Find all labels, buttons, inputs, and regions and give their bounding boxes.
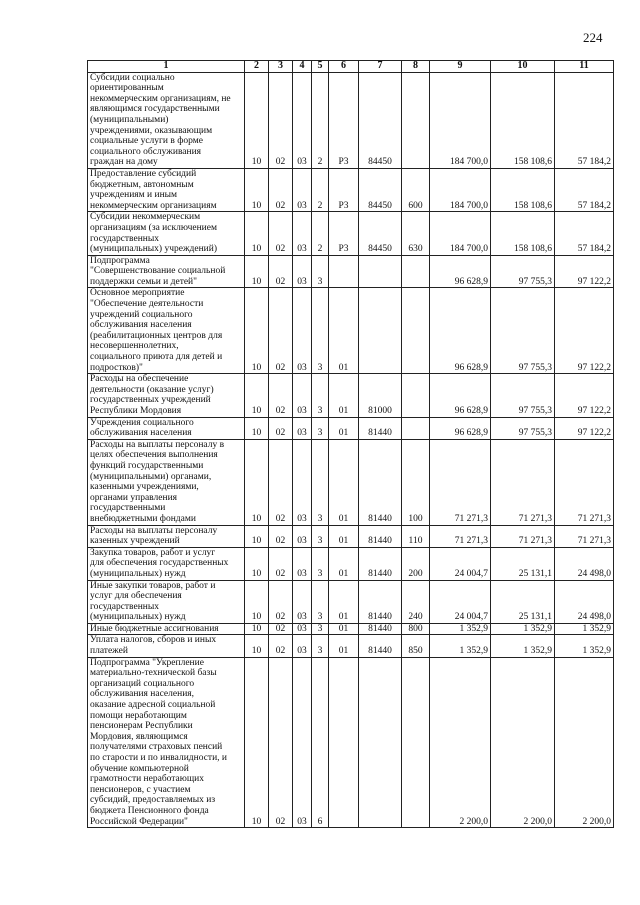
direction-code: 81440	[359, 439, 402, 525]
chapter-code: 10	[245, 288, 269, 374]
section-code: 02	[269, 657, 293, 828]
subsection-code: 03	[293, 547, 312, 580]
row-name: Подпрограмма "Укрепление материально-технической базы организаций социального обслуживания населения, оказание адресной социальной помощи неработающим пенсионерам Республики Мордовия, являющимся получателями страховых пенсий по старости и по инвалидности, и обучение компьютерной грамотности неработающих пенсионеров, с участием субсидий, предоставляемых из бюджета Пенсионного фонда Российской Федерации"	[88, 657, 245, 828]
row-name: Расходы на выплаты персоналу казенных учреждений	[88, 525, 245, 547]
direction-code: 81440	[359, 417, 402, 439]
amount-year-3: 97 122,2	[555, 417, 614, 439]
program-code: 6	[312, 657, 329, 828]
section-code: 02	[269, 635, 293, 657]
row-name: Подпрограмма "Совершенствование социальной поддержки семьи и детей"	[88, 255, 245, 288]
amount-year-3: 71 271,3	[555, 439, 614, 525]
amount-year-2: 158 108,6	[491, 72, 555, 168]
direction-code: 84450	[359, 212, 402, 255]
amount-year-1: 96 628,9	[430, 374, 491, 417]
amount-year-2: 158 108,6	[491, 168, 555, 211]
program-code: 3	[312, 417, 329, 439]
header-cell: 3	[269, 61, 293, 73]
amount-year-1: 2 200,0	[430, 657, 491, 828]
program-code: 2	[312, 72, 329, 168]
amount-year-1: 71 271,3	[430, 525, 491, 547]
section-code: 02	[269, 212, 293, 255]
row-name: Учреждения социального обслуживания населения	[88, 417, 245, 439]
amount-year-3: 97 122,2	[555, 374, 614, 417]
row-name: Субсидии социально ориентированным некоммерческим организациям, не являющимся государственными (муниципальными) учреждениями, оказывающим социальные услуги в форме социального обслуживания граждан на дому	[88, 72, 245, 168]
table-row	[88, 374, 614, 417]
expense-type-code: 850	[402, 635, 430, 657]
section-code: 02	[269, 525, 293, 547]
section-code: 02	[269, 417, 293, 439]
amount-year-1: 71 271,3	[430, 439, 491, 525]
chapter-code: 10	[245, 580, 269, 623]
amount-year-2: 97 755,3	[491, 288, 555, 374]
table-row	[88, 657, 614, 828]
direction-code: 84450	[359, 72, 402, 168]
direction-code	[359, 657, 402, 828]
expense-type-code: 240	[402, 580, 430, 623]
program-code: 3	[312, 635, 329, 657]
amount-year-3: 97 122,2	[555, 255, 614, 288]
amount-year-1: 96 628,9	[430, 288, 491, 374]
event-code: 01	[329, 580, 359, 623]
event-code: 01	[329, 623, 359, 635]
event-code: P3	[329, 212, 359, 255]
amount-year-2: 71 271,3	[491, 439, 555, 525]
chapter-code: 10	[245, 255, 269, 288]
chapter-code: 10	[245, 547, 269, 580]
event-code	[329, 657, 359, 828]
header-cell: 10	[491, 61, 555, 73]
section-code: 02	[269, 580, 293, 623]
subsection-code: 03	[293, 417, 312, 439]
header-cell: 8	[402, 61, 430, 73]
row-name: Иные закупки товаров, работ и услуг для обеспечения государственных (муниципальных) нужд	[88, 580, 245, 623]
subsection-code: 03	[293, 623, 312, 635]
event-code: 01	[329, 417, 359, 439]
program-code: 3	[312, 547, 329, 580]
table-row	[88, 439, 614, 525]
expense-type-code: 600	[402, 168, 430, 211]
section-code: 02	[269, 72, 293, 168]
amount-year-1: 1 352,9	[430, 635, 491, 657]
amount-year-2: 1 352,9	[491, 623, 555, 635]
event-code: 01	[329, 439, 359, 525]
section-code: 02	[269, 374, 293, 417]
chapter-code: 10	[245, 72, 269, 168]
subsection-code: 03	[293, 212, 312, 255]
direction-code	[359, 255, 402, 288]
subsection-code: 03	[293, 439, 312, 525]
section-code: 02	[269, 255, 293, 288]
row-name: Иные бюджетные ассигнования	[88, 623, 245, 635]
amount-year-2: 2 200,0	[491, 657, 555, 828]
page-number: 224	[583, 30, 603, 45]
event-code: P3	[329, 168, 359, 211]
table-row	[88, 580, 614, 623]
subsection-code: 03	[293, 635, 312, 657]
program-code: 3	[312, 580, 329, 623]
row-name: Субсидии некоммерческим организациям (за исключением государственных (муниципальных) учреждений)	[88, 212, 245, 255]
amount-year-3: 57 184,2	[555, 168, 614, 211]
budget-table	[87, 60, 614, 828]
chapter-code: 10	[245, 439, 269, 525]
header-cell: 9	[430, 61, 491, 73]
event-code: 01	[329, 547, 359, 580]
direction-code: 81000	[359, 374, 402, 417]
amount-year-1: 184 700,0	[430, 212, 491, 255]
table-row	[88, 212, 614, 255]
expense-type-code: 630	[402, 212, 430, 255]
amount-year-2: 97 755,3	[491, 255, 555, 288]
amount-year-3: 24 498,0	[555, 547, 614, 580]
section-code: 02	[269, 288, 293, 374]
amount-year-3: 24 498,0	[555, 580, 614, 623]
direction-code: 81440	[359, 547, 402, 580]
section-code: 02	[269, 623, 293, 635]
program-code: 3	[312, 623, 329, 635]
amount-year-2: 158 108,6	[491, 212, 555, 255]
event-code: P3	[329, 72, 359, 168]
amount-year-1: 96 628,9	[430, 417, 491, 439]
amount-year-2: 71 271,3	[491, 525, 555, 547]
direction-code: 81440	[359, 623, 402, 635]
header-cell: 6	[329, 61, 359, 73]
table-row	[88, 525, 614, 547]
header-cell: 2	[245, 61, 269, 73]
expense-type-code: 110	[402, 525, 430, 547]
row-name: Уплата налогов, сборов и иных платежей	[88, 635, 245, 657]
expense-type-code: 200	[402, 547, 430, 580]
amount-year-3: 71 271,3	[555, 525, 614, 547]
table-row	[88, 623, 614, 635]
table-row	[88, 72, 614, 168]
event-code: 01	[329, 374, 359, 417]
expense-type-code	[402, 374, 430, 417]
program-code: 3	[312, 525, 329, 547]
expense-type-code	[402, 288, 430, 374]
subsection-code: 03	[293, 657, 312, 828]
chapter-code: 10	[245, 623, 269, 635]
event-code	[329, 255, 359, 288]
event-code: 01	[329, 635, 359, 657]
chapter-code: 10	[245, 212, 269, 255]
direction-code: 81440	[359, 635, 402, 657]
program-code: 2	[312, 168, 329, 211]
subsection-code: 03	[293, 580, 312, 623]
amount-year-1: 184 700,0	[430, 72, 491, 168]
row-name: Закупка товаров, работ и услуг для обеспечения государственных (муниципальных) нужд	[88, 547, 245, 580]
expense-type-code: 100	[402, 439, 430, 525]
direction-code: 81440	[359, 580, 402, 623]
event-code: 01	[329, 288, 359, 374]
expense-type-code	[402, 417, 430, 439]
amount-year-3: 97 122,2	[555, 288, 614, 374]
amount-year-1: 24 004,7	[430, 580, 491, 623]
program-code: 2	[312, 212, 329, 255]
amount-year-1: 1 352,9	[430, 623, 491, 635]
table-header-row	[88, 61, 614, 73]
header-cell: 1	[88, 61, 245, 73]
section-code: 02	[269, 547, 293, 580]
header-cell: 4	[293, 61, 312, 73]
section-code: 02	[269, 168, 293, 211]
subsection-code: 03	[293, 72, 312, 168]
expense-type-code: 800	[402, 623, 430, 635]
expense-type-code	[402, 72, 430, 168]
table-row	[88, 547, 614, 580]
chapter-code: 10	[245, 657, 269, 828]
header-cell: 11	[555, 61, 614, 73]
amount-year-3: 2 200,0	[555, 657, 614, 828]
amount-year-3: 1 352,9	[555, 623, 614, 635]
amount-year-2: 97 755,3	[491, 374, 555, 417]
table-row	[88, 417, 614, 439]
chapter-code: 10	[245, 525, 269, 547]
amount-year-1: 24 004,7	[430, 547, 491, 580]
header-cell: 5	[312, 61, 329, 73]
subsection-code: 03	[293, 255, 312, 288]
direction-code: 84450	[359, 168, 402, 211]
expense-type-code	[402, 255, 430, 288]
program-code: 3	[312, 255, 329, 288]
table-row	[88, 168, 614, 211]
subsection-code: 03	[293, 288, 312, 374]
amount-year-3: 57 184,2	[555, 212, 614, 255]
row-name: Основное мероприятие "Обеспечение деятельности учреждений социального обслуживания населения (реабилитационных центров для несовершеннолетних, социального приюта для детей и подростков)"	[88, 288, 245, 374]
program-code: 3	[312, 374, 329, 417]
row-name: Предоставление субсидий бюджетным, автономным учреждениям и иным некоммерческим организациям	[88, 168, 245, 211]
row-name: Расходы на выплаты персоналу в целях обеспечения выполнения функций государственными (муниципальными) органами, казенными учреждениями, органами управления государственными внебюджетными фондами	[88, 439, 245, 525]
program-code: 3	[312, 288, 329, 374]
subsection-code: 03	[293, 168, 312, 211]
amount-year-3: 57 184,2	[555, 72, 614, 168]
row-name: Расходы на обеспечение деятельности (оказание услуг) государственных учреждений Республики Мордовия	[88, 374, 245, 417]
event-code: 01	[329, 525, 359, 547]
amount-year-2: 25 131,1	[491, 547, 555, 580]
table-row	[88, 255, 614, 288]
chapter-code: 10	[245, 168, 269, 211]
amount-year-2: 97 755,3	[491, 417, 555, 439]
direction-code	[359, 288, 402, 374]
amount-year-2: 1 352,9	[491, 635, 555, 657]
chapter-code: 10	[245, 417, 269, 439]
amount-year-1: 96 628,9	[430, 255, 491, 288]
amount-year-3: 1 352,9	[555, 635, 614, 657]
amount-year-2: 25 131,1	[491, 580, 555, 623]
chapter-code: 10	[245, 635, 269, 657]
expense-type-code	[402, 657, 430, 828]
subsection-code: 03	[293, 374, 312, 417]
header-cell: 7	[359, 61, 402, 73]
table-row	[88, 288, 614, 374]
amount-year-1: 184 700,0	[430, 168, 491, 211]
subsection-code: 03	[293, 525, 312, 547]
chapter-code: 10	[245, 374, 269, 417]
table-row	[88, 635, 614, 657]
section-code: 02	[269, 439, 293, 525]
direction-code: 81440	[359, 525, 402, 547]
program-code: 3	[312, 439, 329, 525]
